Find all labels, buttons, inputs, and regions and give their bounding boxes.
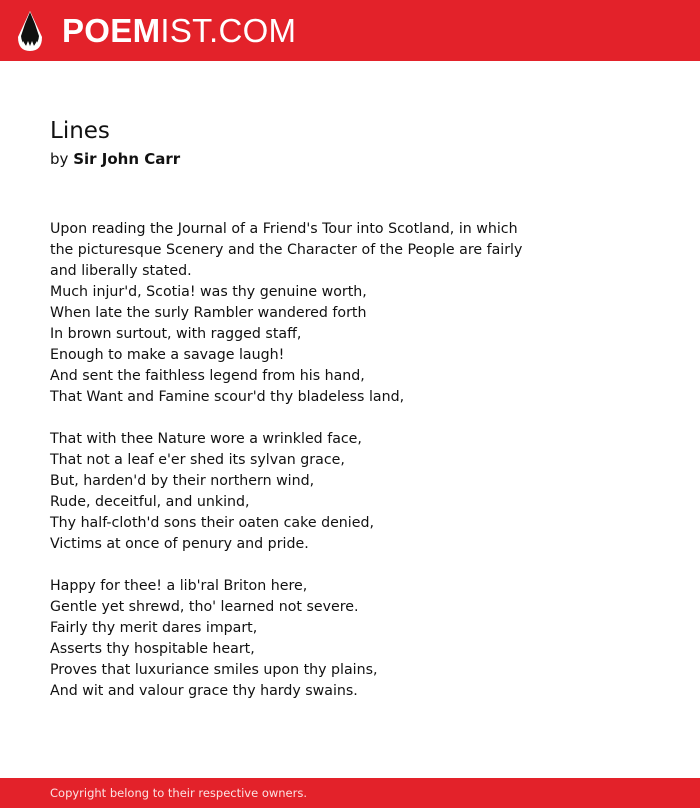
by-label: by <box>50 150 69 168</box>
poem-line: the picturesque Scenery and the Character of the People are fairly <box>50 242 523 258</box>
stanza-gap <box>50 555 670 576</box>
poem-title: Lines <box>50 118 110 144</box>
logo-light-part: IST.COM <box>160 12 297 49</box>
poem-line: Fairly thy merit dares impart, <box>50 620 258 636</box>
pen-nib-icon <box>17 10 43 52</box>
poem-line: Upon reading the Journal of a Friend's Tour into Scotland, in which <box>50 221 518 237</box>
poem-line: That not a leaf e'er shed its sylvan grace, <box>50 452 345 468</box>
poem-line: And wit and valour grace thy hardy swains. <box>50 683 358 699</box>
site-header <box>0 0 700 61</box>
poem-line: Victims at once of penury and pride. <box>50 536 309 552</box>
site-footer <box>0 778 700 808</box>
poem-line: That with thee Nature wore a wrinkled face, <box>50 431 362 447</box>
poem-line: That Want and Famine scour'd thy bladeless land, <box>50 389 405 405</box>
site-logo-text <box>62 12 296 50</box>
poem-body <box>50 219 670 702</box>
poem-line: Enough to make a savage laugh! <box>50 347 285 363</box>
poem-line: Much injur'd, Scotia! was thy genuine worth, <box>50 284 367 300</box>
poem-line: Rude, deceitful, and unkind, <box>50 494 250 510</box>
poem-line: In brown surtout, with ragged staff, <box>50 326 302 342</box>
poem-line: Thy half-cloth'd sons their oaten cake denied, <box>50 515 374 531</box>
poem-line: and liberally stated. <box>50 263 192 279</box>
stanza <box>50 576 670 702</box>
poem-line: When late the surly Rambler wandered forth <box>50 305 367 321</box>
poem-line: Asserts thy hospitable heart, <box>50 641 255 657</box>
poem-line: But, harden'd by their northern wind, <box>50 473 315 489</box>
poem-line: Happy for thee! a lib'ral Briton here, <box>50 578 308 594</box>
poem-line: Gentle yet shrewd, tho' learned not severe. <box>50 599 359 615</box>
author-name: Sir John Carr <box>73 150 181 168</box>
stanza <box>50 219 670 408</box>
byline <box>50 148 180 170</box>
copyright-notice: Copyright belong to their respective owners. <box>50 786 308 800</box>
stanza-gap <box>50 408 670 429</box>
poem-line: Proves that luxuriance smiles upon thy plains, <box>50 662 378 678</box>
logo-bold-part: POEM <box>62 12 161 49</box>
poem-line: And sent the faithless legend from his hand, <box>50 368 365 384</box>
stanza <box>50 429 670 555</box>
